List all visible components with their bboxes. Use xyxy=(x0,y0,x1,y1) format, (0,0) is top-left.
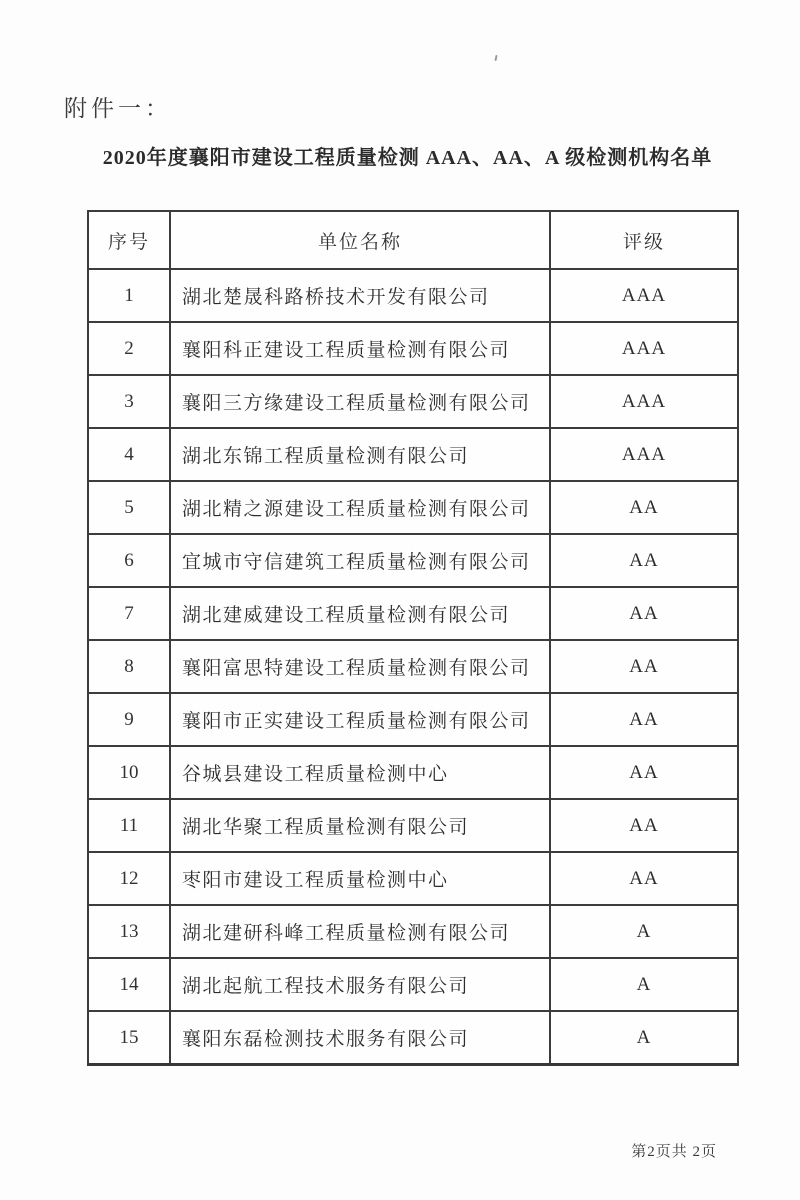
company-name-cell: 襄阳三方缘建设工程质量检测有限公司 xyxy=(170,375,550,428)
row-number-cell: 6 xyxy=(88,534,170,587)
table-row xyxy=(88,746,738,799)
rating-cell: AAA xyxy=(550,269,738,322)
row-number-cell: 1 xyxy=(88,269,170,322)
row-number-cell: 8 xyxy=(88,640,170,693)
col-header-no: 序号 xyxy=(88,211,170,269)
table-row xyxy=(88,269,738,322)
table-row xyxy=(88,375,738,428)
rating-cell: AA xyxy=(550,534,738,587)
row-number-cell: 7 xyxy=(88,587,170,640)
row-number-cell: 13 xyxy=(88,905,170,958)
rating-cell: AA xyxy=(550,693,738,746)
company-name-cell: 湖北精之源建设工程质量检测有限公司 xyxy=(170,481,550,534)
row-number-cell: 3 xyxy=(88,375,170,428)
rating-cell: AAA xyxy=(550,428,738,481)
company-name-cell: 湖北华聚工程质量检测有限公司 xyxy=(170,799,550,852)
rating-cell: AA xyxy=(550,481,738,534)
company-name-cell: 襄阳富思特建设工程质量检测有限公司 xyxy=(170,640,550,693)
company-name-cell: 湖北起航工程技术服务有限公司 xyxy=(170,958,550,1011)
table-row xyxy=(88,587,738,640)
rating-cell: AA xyxy=(550,799,738,852)
row-number-cell: 5 xyxy=(88,481,170,534)
table-row xyxy=(88,693,738,746)
table-row xyxy=(88,905,738,958)
ratings-table xyxy=(87,210,739,1066)
row-number-cell: 11 xyxy=(88,799,170,852)
company-name-cell: 宜城市守信建筑工程质量检测有限公司 xyxy=(170,534,550,587)
table-row xyxy=(88,481,738,534)
table-row xyxy=(88,534,738,587)
rating-cell: AA xyxy=(550,587,738,640)
row-number-cell: 15 xyxy=(88,1011,170,1065)
company-name-cell: 谷城县建设工程质量检测中心 xyxy=(170,746,550,799)
company-name-cell: 湖北建研科峰工程质量检测有限公司 xyxy=(170,905,550,958)
row-number-cell: 4 xyxy=(88,428,170,481)
document-title: 2020年度襄阳市建设工程质量检测 AAA、AA、A 级检测机构名单 xyxy=(102,147,713,169)
rating-cell: AAA xyxy=(550,375,738,428)
page-number: 第2页共 2页 xyxy=(631,1144,717,1160)
table-row xyxy=(88,1011,738,1065)
table-row xyxy=(88,322,738,375)
company-name-cell: 湖北建威建设工程质量检测有限公司 xyxy=(170,587,550,640)
attachment-label: 附件一： xyxy=(64,96,172,121)
table-row xyxy=(88,852,738,905)
row-number-cell: 12 xyxy=(88,852,170,905)
rating-cell: A xyxy=(550,905,738,958)
rating-cell: A xyxy=(550,958,738,1011)
col-header-name: 单位名称 xyxy=(170,211,550,269)
company-name-cell: 襄阳市正实建设工程质量检测有限公司 xyxy=(170,693,550,746)
company-name-cell: 湖北东锦工程质量检测有限公司 xyxy=(170,428,550,481)
rating-cell: AAA xyxy=(550,322,738,375)
company-name-cell: 襄阳科正建设工程质量检测有限公司 xyxy=(170,322,550,375)
company-name-cell: 枣阳市建设工程质量检测中心 xyxy=(170,852,550,905)
rating-cell: A xyxy=(550,1011,738,1065)
row-number-cell: 10 xyxy=(88,746,170,799)
table-row xyxy=(88,799,738,852)
table-header-row xyxy=(88,211,738,269)
company-name-cell: 襄阳东磊检测技术服务有限公司 xyxy=(170,1011,550,1065)
rating-cell: AA xyxy=(550,746,738,799)
scan-artifact-speck xyxy=(494,55,497,61)
rating-cell: AA xyxy=(550,640,738,693)
row-number-cell: 2 xyxy=(88,322,170,375)
table-row xyxy=(88,428,738,481)
col-header-rating: 评级 xyxy=(550,211,738,269)
table-row xyxy=(88,640,738,693)
company-name-cell: 湖北楚晟科路桥技术开发有限公司 xyxy=(170,269,550,322)
table-row xyxy=(88,958,738,1011)
row-number-cell: 9 xyxy=(88,693,170,746)
rating-cell: AA xyxy=(550,852,738,905)
row-number-cell: 14 xyxy=(88,958,170,1011)
